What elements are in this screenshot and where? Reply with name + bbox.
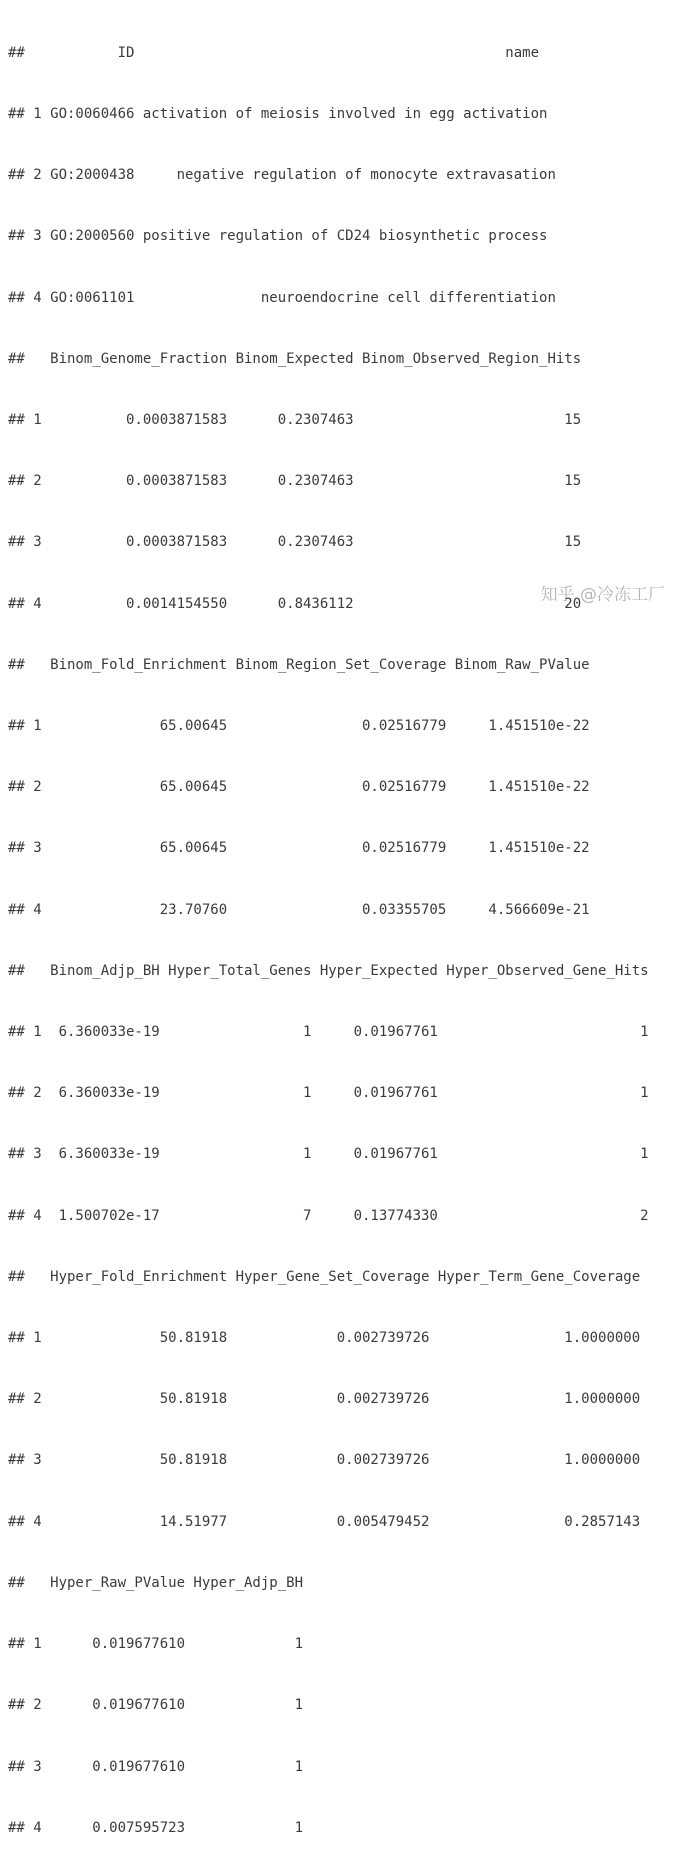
- row-line: ## 4 0.0014154550 0.8436112 20: [8, 595, 582, 612]
- row-line: ## 2 6.360033e-19 1 0.01967761 1: [8, 1085, 649, 1102]
- row-line: ## 2 65.00645 0.02516779 1.451510e-22: [8, 779, 590, 796]
- row-line: ## 1 GO:0060466 activation of meiosis involved in egg activation: [8, 106, 548, 123]
- row-line: ## 3 0.019677610 1: [8, 1758, 304, 1775]
- row-line: ## 1 65.00645 0.02516779 1.451510e-22: [8, 718, 590, 735]
- header-line-hyper-pvalue: ## Hyper_Raw_PValue Hyper_Adjp_BH: [8, 1574, 304, 1591]
- row-line: ## 1 0.0003871583 0.2307463 15: [8, 412, 582, 429]
- row-line: ## 3 50.81918 0.002739726 1.0000000: [8, 1452, 641, 1469]
- row-line: ## 3 GO:2000560 positive regulation of CD24 biosynthetic process: [8, 228, 548, 245]
- header-line-binom: ## Binom_Genome_Fraction Binom_Expected Binom_Observed_Region_Hits: [8, 350, 582, 367]
- row-line: ## 2 0.0003871583 0.2307463 15: [8, 473, 582, 490]
- header-line-hyper-enrichment: ## Hyper_Fold_Enrichment Hyper_Gene_Set_Coverage Hyper_Term_Gene_Coverage: [8, 1268, 641, 1285]
- row-line: ## 4 GO:0061101 neuroendocrine cell differentiation: [8, 289, 556, 306]
- header-line-id-name: ## ID name: [8, 44, 540, 61]
- row-line: ## 3 65.00645 0.02516779 1.451510e-22: [8, 840, 590, 857]
- row-line: ## 1 0.019677610 1: [8, 1636, 304, 1653]
- row-line: ## 4 1.500702e-17 7 0.13774330 2: [8, 1207, 649, 1224]
- r-console-output: [8, 2, 649, 1859]
- header-line-binom-enrichment: ## Binom_Fold_Enrichment Binom_Region_Set_Coverage Binom_Raw_PValue: [8, 656, 590, 673]
- row-line: ## 2 50.81918 0.002739726 1.0000000: [8, 1391, 641, 1408]
- watermark: 知乎 @冷冻工厂: [540, 585, 665, 605]
- row-line: ## 1 6.360033e-19 1 0.01967761 1: [8, 1024, 649, 1041]
- row-line: ## 4 23.70760 0.03355705 4.566609e-21: [8, 901, 590, 918]
- row-line: ## 1 50.81918 0.002739726 1.0000000: [8, 1330, 641, 1347]
- row-line: ## 4 0.007595723 1: [8, 1819, 304, 1836]
- row-line: ## 2 GO:2000438 negative regulation of monocyte extravasation: [8, 167, 556, 184]
- row-line: ## 2 0.019677610 1: [8, 1697, 304, 1714]
- row-line: ## 3 0.0003871583 0.2307463 15: [8, 534, 582, 551]
- row-line: ## 3 6.360033e-19 1 0.01967761 1: [8, 1146, 649, 1163]
- row-line: ## 4 14.51977 0.005479452 0.2857143: [8, 1513, 641, 1530]
- header-line-adjp-hyper: ## Binom_Adjp_BH Hyper_Total_Genes Hyper_Expected Hyper_Observed_Gene_Hits: [8, 962, 649, 979]
